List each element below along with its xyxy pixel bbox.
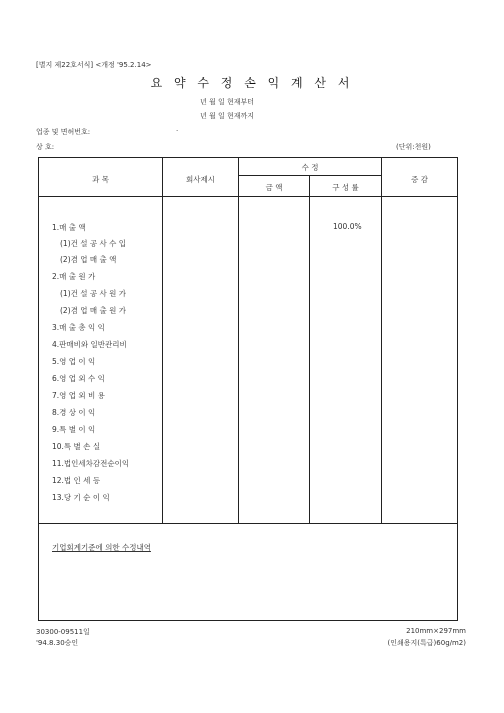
list-item: 13.당 기 순 이 익 — [52, 493, 110, 502]
ratio-value-sales: 100.0% — [333, 222, 362, 231]
unit-label: (단위:천원) — [396, 143, 431, 151]
period-to: 년 월 일 현재까지 — [200, 112, 255, 120]
company-name-label: 상 호: — [36, 143, 55, 151]
list-item: (2)겸 업 매 출 액 — [60, 255, 117, 264]
list-item: 9.특 별 이 익 — [52, 425, 96, 434]
list-item: 4.판매비와 일반관리비 — [52, 340, 127, 349]
list-item: 10.특 별 손 실 — [52, 442, 101, 451]
column-header-company: 회사제시 — [186, 175, 215, 184]
list-item: 6.영 업 외 수 익 — [52, 374, 105, 383]
list-item: (1)건 설 공 사 원 가 — [60, 289, 127, 298]
list-item: 7.영 업 외 비 용 — [52, 391, 105, 400]
column-header-revision: 수 정 — [301, 163, 319, 172]
business-license-label: 업종 및 면허번호: — [36, 128, 91, 136]
column-header-ratio: 구 성 률 — [332, 183, 359, 192]
list-item: 5.영 업 이 익 — [52, 357, 96, 366]
column-header-amount: 금 액 — [265, 183, 283, 192]
footer-paper-size: 210mm×297mm — [406, 627, 466, 635]
period-from: 년 월 일 현재부터 — [200, 98, 255, 106]
list-item: (1)건 설 공 사 수 입 — [60, 239, 127, 248]
footer-paper-type: (인쇄용지(특급)60g/m2) — [387, 639, 466, 647]
list-item: 2.매 출 원 가 — [52, 272, 96, 281]
list-item: 11.법인세차감전순이익 — [52, 459, 130, 468]
footer-form-code: 30300-09511일 — [36, 628, 90, 636]
list-item: 12.법 인 세 등 — [52, 476, 101, 485]
list-item: 1.매 출 액 — [52, 223, 86, 232]
footer-approval-date: '94.8.30승인 — [36, 639, 79, 647]
list-item: (2)겸 업 매 출 원 가 — [60, 306, 127, 315]
list-item: 3.매 출 총 익 익 — [52, 323, 105, 332]
column-header-change: 증 감 — [411, 175, 428, 184]
document-title: 요 약 수 정 손 익 계 산 서 — [150, 76, 354, 90]
column-header-item: 과 목 — [92, 175, 109, 184]
revision-note-label: 기업회계기준에 의한 수정내역 — [52, 543, 151, 552]
business-license-dot: . — [176, 125, 179, 133]
form-number: [별지 제22호서식] <개정 '95.2.14> — [36, 61, 152, 69]
list-item: 8.경 상 이 익 — [52, 408, 96, 417]
